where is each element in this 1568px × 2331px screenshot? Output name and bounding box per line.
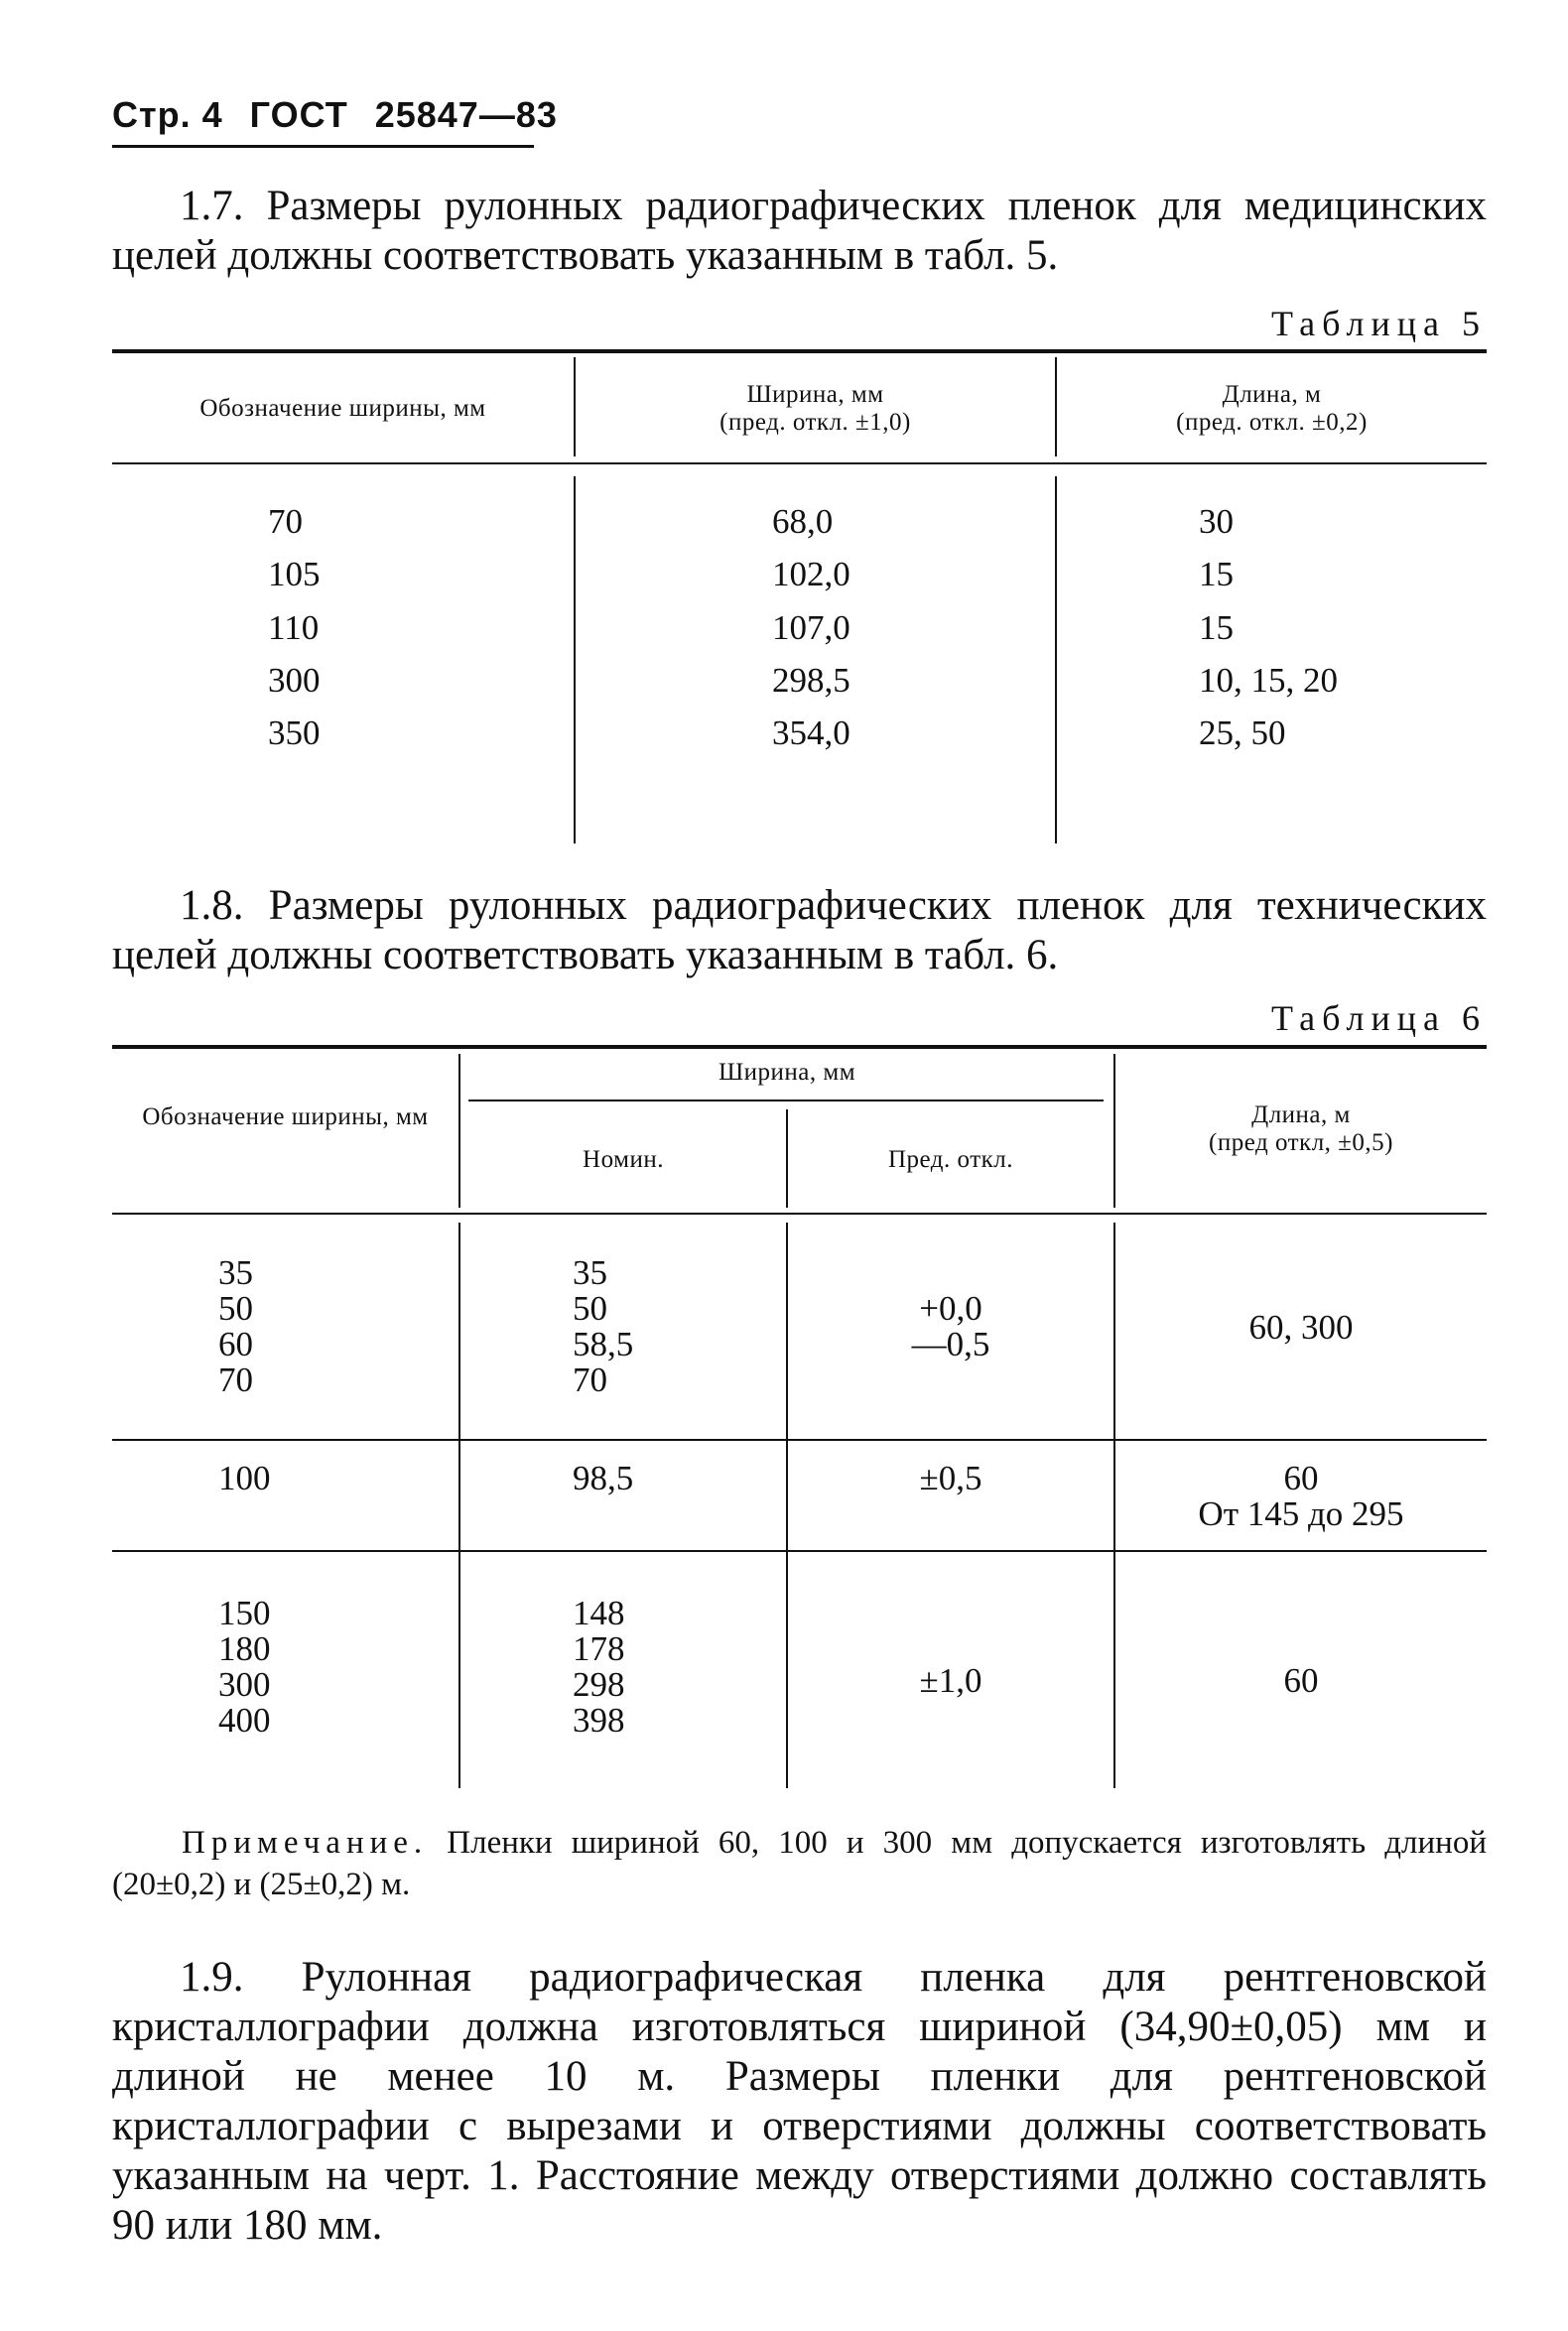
table6-cell-designations: 100	[218, 1459, 271, 1497]
table5-cell-width: 354,0	[772, 713, 850, 752]
note-text: Пленки шириной 60, 100 и 300 мм допускается изготовлять длиной (20±0,2) и (25±0,2) м.	[112, 1825, 1487, 1902]
table5-header-designation: Обозначение ширины, мм	[199, 395, 486, 422]
table6-cell-tolerance: ±1,0	[919, 1661, 982, 1700]
table6-cell-length: 60 От 145 до 295	[1198, 1459, 1404, 1533]
table6-cell-nominal: 35 50 58,5 70	[573, 1253, 634, 1399]
table6-header-tolerance: Пред. откл.	[887, 1146, 1013, 1173]
page-number: Стр. 4	[112, 94, 223, 135]
header-rule	[112, 145, 534, 148]
table5-cell-width: 107,0	[772, 608, 850, 647]
table5-cell-length: 30	[1199, 502, 1234, 541]
table5-cell-designation: 110	[268, 608, 320, 647]
table6-cell-designations: 150 180 300 400	[218, 1594, 271, 1740]
table6-cell-tolerance: +0,0 —0,5	[911, 1289, 990, 1363]
table6-cell-designations: 35 50 60 70	[218, 1253, 253, 1399]
table6-note	[112, 1822, 1487, 1905]
table5-cell-width: 68,0	[772, 502, 834, 541]
table6-cell-length: 60, 300	[1248, 1308, 1354, 1347]
table5-header-width: Ширина, мм (пред. откл. ±1,0)	[719, 381, 911, 436]
page-header	[112, 94, 574, 136]
table5-header-length: Длина, м (пред. откл. ±0,2)	[1176, 381, 1368, 436]
table6-header-width: Ширина, мм	[718, 1059, 856, 1086]
table5-cell-designation: 350	[268, 713, 321, 752]
table6-caption: Таблица 6	[1271, 998, 1487, 1038]
table5-caption: Таблица 5	[1271, 304, 1487, 343]
table5-cell-length: 25, 50	[1199, 713, 1286, 752]
table5-cell-designation: 70	[268, 502, 303, 541]
note-label: Примечание.	[182, 1825, 429, 1861]
table6-header-designation: Обозначение ширины, мм	[142, 1103, 429, 1130]
table6-cell-nominal: 98,5	[573, 1459, 634, 1497]
table5-cell-designation: 300	[268, 661, 321, 700]
paragraph-1-7: 1.7. Размеры рулонных радиографических пленок для медицинских целей должны соответствовать указанным в табл. 5.	[112, 183, 1487, 279]
table6-cell-tolerance: ±0,5	[919, 1459, 982, 1497]
standard-number: 25847—83	[374, 94, 558, 135]
paragraph-1-8: 1.8. Размеры рулонных радиографических пленок для технических целей должны соответствовать указанным в табл. 6.	[112, 882, 1487, 978]
table5-cell-length: 15	[1199, 555, 1234, 593]
table6-header-length: Длина, м (пред откл, ±0,5)	[1209, 1101, 1393, 1156]
table5-cell-width: 102,0	[772, 555, 850, 593]
table5-cell-designation: 105	[268, 555, 321, 593]
table6-header-nominal: Номин.	[583, 1146, 664, 1173]
table5-cell-length: 10, 15, 20	[1199, 661, 1338, 700]
standard-label: ГОСТ	[249, 94, 348, 135]
table5-cell-length: 15	[1199, 608, 1234, 647]
paragraph-1-9: 1.9. Рулонная радиографическая пленка для рентгеновской кристаллографии должна изготовляться шириной (34,90±0,05) мм и длиной не менее 10 м. Размеры пленки для рентгеновской кристаллографии с вырезами и отверстиями должны соответствовать указанным на черт. 1. Расстояние между отверстиями должно составлять 90 или 180 мм.	[112, 1954, 1487, 2249]
table5-cell-width: 298,5	[772, 661, 850, 700]
table6-cell-nominal: 148 178 298 398	[573, 1594, 625, 1740]
table6-cell-length: 60	[1283, 1661, 1319, 1700]
